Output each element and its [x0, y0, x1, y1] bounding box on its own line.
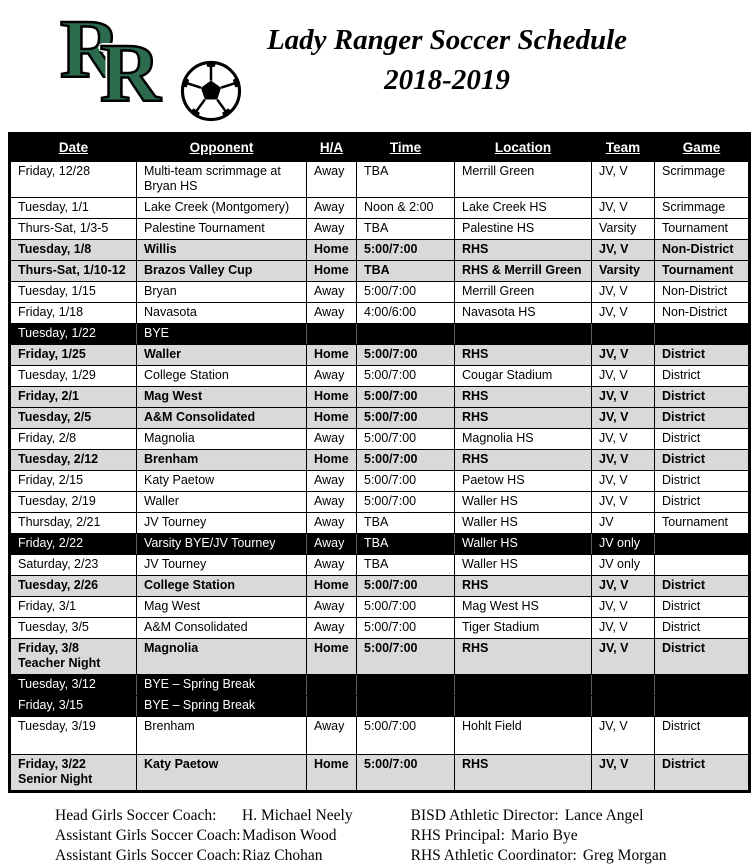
cell-date: Friday, 3/22 Senior Night — [10, 755, 137, 792]
header-ha: H/A — [307, 134, 357, 162]
soccer-ball-icon — [180, 60, 242, 122]
cell-time: Noon & 2:00 — [357, 198, 455, 219]
cell-opponent: Katy Paetow — [137, 755, 307, 792]
admin-line — [411, 806, 667, 826]
cell-opponent: A&M Consolidated — [137, 408, 307, 429]
cell-date: Tuesday, 1/15 — [10, 282, 137, 303]
cell-game: Tournament — [655, 261, 750, 282]
table-row — [10, 639, 750, 675]
cell-game: Scrimmage — [655, 198, 750, 219]
table-row — [10, 618, 750, 639]
cell-game — [655, 675, 750, 696]
cell-ha: Home — [307, 408, 357, 429]
cell-time: 5:00/7:00 — [357, 345, 455, 366]
cell-opponent: BYE – Spring Break — [137, 675, 307, 696]
cell-opponent: Mag West — [137, 387, 307, 408]
cell-ha: Away — [307, 618, 357, 639]
cell-time: 5:00/7:00 — [357, 282, 455, 303]
cell-date: Tuesday, 2/12 — [10, 450, 137, 471]
cell-date: Friday, 2/15 — [10, 471, 137, 492]
cell-ha: Away — [307, 717, 357, 755]
cell-team: JV, V — [592, 303, 655, 324]
cell-opponent: Brenham — [137, 717, 307, 755]
cell-game: District — [655, 755, 750, 792]
cell-ha: Away — [307, 162, 357, 198]
cell-date: Tuesday, 1/1 — [10, 198, 137, 219]
cell-game: District — [655, 366, 750, 387]
cell-game — [655, 696, 750, 717]
cell-game: District — [655, 597, 750, 618]
cell-location: RHS — [455, 345, 592, 366]
cell-game: District — [655, 717, 750, 755]
cell-location: RHS — [455, 387, 592, 408]
cell-time: 5:00/7:00 — [357, 429, 455, 450]
cell-location: Mag West HS — [455, 597, 592, 618]
header-game: Game — [655, 134, 750, 162]
cell-time: TBA — [357, 534, 455, 555]
table-row — [10, 345, 750, 366]
table-row — [10, 198, 750, 219]
cell-opponent: Brenham — [137, 450, 307, 471]
cell-game: District — [655, 450, 750, 471]
table-row — [10, 576, 750, 597]
cell-opponent: Magnolia — [137, 639, 307, 675]
cell-opponent: Mag West — [137, 597, 307, 618]
cell-team: JV — [592, 513, 655, 534]
cell-team: JV, V — [592, 387, 655, 408]
cell-location: Navasota HS — [455, 303, 592, 324]
cell-date: Thurs-Sat, 1/3-5 — [10, 219, 137, 240]
cell-team: JV only — [592, 534, 655, 555]
cell-date: Tuesday, 3/5 — [10, 618, 137, 639]
cell-location: RHS — [455, 450, 592, 471]
table-row — [10, 471, 750, 492]
cell-game: Non-District — [655, 303, 750, 324]
cell-ha: Home — [307, 240, 357, 261]
header-location: Location — [455, 134, 592, 162]
cell-location: RHS — [455, 576, 592, 597]
cell-date: Friday, 3/8 Teacher Night — [10, 639, 137, 675]
cell-time: 5:00/7:00 — [357, 492, 455, 513]
cell-date: Saturday, 2/23 — [10, 555, 137, 576]
cell-game: Tournament — [655, 513, 750, 534]
cell-ha: Home — [307, 576, 357, 597]
coach-label: Assistant Girls Soccer Coach: — [55, 827, 241, 845]
cell-location — [455, 324, 592, 345]
page-title — [238, 6, 756, 100]
admin-label: RHS Athletic Coordinator: — [410, 847, 577, 865]
cell-game: District — [655, 429, 750, 450]
cell-ha: Away — [307, 513, 357, 534]
cell-game: District — [655, 408, 750, 429]
header-opponent: Opponent — [137, 134, 307, 162]
cell-location: RHS — [455, 755, 592, 792]
table-row — [10, 450, 750, 471]
cell-game: District — [655, 618, 750, 639]
cell-date: Friday, 3/15 — [10, 696, 137, 717]
cell-time: 4:00/6:00 — [357, 303, 455, 324]
cell-game: Scrimmage — [655, 162, 750, 198]
cell-location: Merrill Green — [455, 282, 592, 303]
cell-ha: Home — [307, 345, 357, 366]
administration-block — [411, 806, 667, 866]
title-line-2: 2018-2019 — [384, 64, 510, 97]
cell-location: Merrill Green — [455, 162, 592, 198]
cell-team: JV, V — [592, 576, 655, 597]
table-row — [10, 513, 750, 534]
cell-location: Cougar Stadium — [455, 366, 592, 387]
cell-opponent: JV Tourney — [137, 513, 307, 534]
cell-location: Waller HS — [455, 534, 592, 555]
cell-time: 5:00/7:00 — [357, 240, 455, 261]
cell-opponent: College Station — [137, 366, 307, 387]
cell-ha: Home — [307, 639, 357, 675]
cell-location: RHS — [455, 240, 592, 261]
table-row — [10, 162, 750, 198]
cell-team: JV, V — [592, 366, 655, 387]
cell-opponent: JV Tourney — [137, 555, 307, 576]
cell-opponent: BYE — [137, 324, 307, 345]
cell-time: 5:00/7:00 — [357, 639, 455, 675]
cell-time: TBA — [357, 555, 455, 576]
cell-game: District — [655, 576, 750, 597]
cell-date: Friday, 1/25 — [10, 345, 137, 366]
cell-ha: Away — [307, 597, 357, 618]
table-row — [10, 696, 750, 717]
cell-ha: Away — [307, 534, 357, 555]
cell-team: JV, V — [592, 345, 655, 366]
cell-date: Tuesday, 2/19 — [10, 492, 137, 513]
coaches-block — [55, 806, 353, 866]
table-row — [10, 717, 750, 755]
cell-date: Tuesday, 1/22 — [10, 324, 137, 345]
coach-name: H. Michael Neely — [242, 807, 353, 825]
cell-team: JV, V — [592, 408, 655, 429]
cell-time: TBA — [357, 261, 455, 282]
cell-location: Hohlt Field — [455, 717, 592, 755]
table-row — [10, 555, 750, 576]
cell-game — [655, 324, 750, 345]
cell-time — [357, 324, 455, 345]
cell-team: JV, V — [592, 492, 655, 513]
cell-time: 5:00/7:00 — [357, 387, 455, 408]
table-row — [10, 303, 750, 324]
cell-date: Tuesday, 3/12 — [10, 675, 137, 696]
cell-date: Friday, 2/1 — [10, 387, 137, 408]
title-line-1: Lady Ranger Soccer Schedule — [266, 24, 628, 56]
cell-ha: Home — [307, 261, 357, 282]
logo-letter-r2: R — [100, 27, 161, 120]
cell-team: Varsity — [592, 261, 655, 282]
cell-team: JV, V — [592, 618, 655, 639]
table-row — [10, 675, 750, 696]
cell-team: Varsity — [592, 219, 655, 240]
cell-opponent: Palestine Tournament — [137, 219, 307, 240]
cell-time: 5:00/7:00 — [357, 450, 455, 471]
cell-opponent: Varsity BYE/JV Tourney — [137, 534, 307, 555]
cell-time: TBA — [357, 162, 455, 198]
cell-location: Tiger Stadium — [455, 618, 592, 639]
cell-opponent: A&M Consolidated — [137, 618, 307, 639]
cell-location: Lake Creek HS — [455, 198, 592, 219]
cell-team: JV, V — [592, 240, 655, 261]
admin-label: RHS Principal: — [410, 827, 505, 845]
cell-ha: Away — [307, 366, 357, 387]
cell-game: District — [655, 639, 750, 675]
cell-opponent: Waller — [137, 345, 307, 366]
cell-location — [455, 696, 592, 717]
cell-team: JV, V — [592, 450, 655, 471]
cell-location: RHS — [455, 408, 592, 429]
cell-time: 5:00/7:00 — [357, 408, 455, 429]
cell-ha: Away — [307, 198, 357, 219]
table-row — [10, 324, 750, 345]
cell-opponent: BYE – Spring Break — [137, 696, 307, 717]
cell-ha — [307, 324, 357, 345]
cell-time — [357, 675, 455, 696]
table-row — [10, 240, 750, 261]
table-row — [10, 366, 750, 387]
cell-team: JV, V — [592, 471, 655, 492]
cell-opponent: Brazos Valley Cup — [137, 261, 307, 282]
cell-ha — [307, 696, 357, 717]
cell-date: Thurs-Sat, 1/10-12 — [10, 261, 137, 282]
cell-opponent: Lake Creek (Montgomery) — [137, 198, 307, 219]
admin-line — [411, 826, 667, 846]
cell-ha: Away — [307, 219, 357, 240]
table-row — [10, 261, 750, 282]
header-row — [10, 134, 750, 162]
cell-time: 5:00/7:00 — [357, 471, 455, 492]
cell-opponent: Multi-team scrimmage at Bryan HS — [137, 162, 307, 198]
cell-team: JV, V — [592, 639, 655, 675]
cell-ha: Away — [307, 555, 357, 576]
cell-game: District — [655, 387, 750, 408]
cell-location: Waller HS — [455, 513, 592, 534]
coach-name: Riaz Chohan — [242, 847, 323, 865]
cell-date: Tuesday, 2/5 — [10, 408, 137, 429]
cell-team: JV, V — [592, 282, 655, 303]
cell-game: Non-District — [655, 240, 750, 261]
cell-team: JV, V — [592, 429, 655, 450]
cell-location: Waller HS — [455, 555, 592, 576]
schedule-table-body — [10, 162, 750, 792]
header-team: Team — [592, 134, 655, 162]
table-row — [10, 597, 750, 618]
table-row — [10, 429, 750, 450]
table-row — [10, 219, 750, 240]
cell-ha: Away — [307, 282, 357, 303]
cell-time: 5:00/7:00 — [357, 576, 455, 597]
table-row — [10, 282, 750, 303]
cell-opponent: Waller — [137, 492, 307, 513]
cell-time: 5:00/7:00 — [357, 597, 455, 618]
table-row — [10, 387, 750, 408]
cell-game: Non-District — [655, 282, 750, 303]
cell-time: 5:00/7:00 — [357, 366, 455, 387]
cell-time: 5:00/7:00 — [357, 618, 455, 639]
cell-ha: Home — [307, 450, 357, 471]
cell-team — [592, 324, 655, 345]
schedule-table — [8, 132, 751, 793]
cell-date: Friday, 1/18 — [10, 303, 137, 324]
cell-team: JV, V — [592, 597, 655, 618]
cell-time: TBA — [357, 513, 455, 534]
cell-date: Tuesday, 3/19 — [10, 717, 137, 755]
cell-date: Friday, 2/8 — [10, 429, 137, 450]
header-time: Time — [357, 134, 455, 162]
cell-time: TBA — [357, 219, 455, 240]
admin-line — [411, 846, 667, 866]
cell-location: Waller HS — [455, 492, 592, 513]
cell-team: JV, V — [592, 162, 655, 198]
cell-location: RHS — [455, 639, 592, 675]
cell-opponent: College Station — [137, 576, 307, 597]
cell-ha: Home — [307, 755, 357, 792]
admin-name: Greg Morgan — [582, 847, 667, 865]
cell-ha: Home — [307, 387, 357, 408]
cell-opponent: Willis — [137, 240, 307, 261]
cell-ha: Away — [307, 492, 357, 513]
cell-ha: Away — [307, 471, 357, 492]
cell-team — [592, 696, 655, 717]
cell-opponent: Navasota — [137, 303, 307, 324]
cell-ha — [307, 675, 357, 696]
cell-date: Friday, 2/22 — [10, 534, 137, 555]
cell-date: Tuesday, 2/26 — [10, 576, 137, 597]
cell-team: JV only — [592, 555, 655, 576]
cell-ha: Away — [307, 303, 357, 324]
admin-label: BISD Athletic Director: — [410, 807, 559, 825]
cell-opponent: Katy Paetow — [137, 471, 307, 492]
logo-letter-r1: R — [60, 3, 121, 96]
cell-location: RHS & Merrill Green — [455, 261, 592, 282]
cell-location: Magnolia HS — [455, 429, 592, 450]
cell-opponent: Magnolia — [137, 429, 307, 450]
cell-date: Friday, 12/28 — [10, 162, 137, 198]
table-row — [10, 534, 750, 555]
cell-location: Palestine HS — [455, 219, 592, 240]
cell-time: 5:00/7:00 — [357, 755, 455, 792]
cell-game — [655, 555, 750, 576]
cell-game: District — [655, 492, 750, 513]
cell-date: Tuesday, 1/8 — [10, 240, 137, 261]
page-header — [0, 0, 756, 130]
cell-opponent: Bryan — [137, 282, 307, 303]
cell-team — [592, 675, 655, 696]
header-date: Date — [10, 134, 137, 162]
coach-label: Assistant Girls Soccer Coach: — [55, 847, 241, 865]
cell-game — [655, 534, 750, 555]
cell-date: Friday, 3/1 — [10, 597, 137, 618]
table-row — [10, 755, 750, 792]
cell-date: Thursday, 2/21 — [10, 513, 137, 534]
cell-time — [357, 696, 455, 717]
cell-team: JV, V — [592, 717, 655, 755]
admin-name: Mario Bye — [510, 827, 578, 845]
coach-name: Madison Wood — [242, 827, 337, 845]
cell-game: District — [655, 471, 750, 492]
table-row — [10, 408, 750, 429]
cell-location: Paetow HS — [455, 471, 592, 492]
cell-game: Tournament — [655, 219, 750, 240]
cell-ha: Away — [307, 429, 357, 450]
page-footer — [55, 806, 756, 866]
table-row — [10, 492, 750, 513]
cell-team: JV, V — [592, 198, 655, 219]
cell-date: Tuesday, 1/29 — [10, 366, 137, 387]
admin-name: Lance Angel — [564, 807, 644, 825]
cell-time: 5:00/7:00 — [357, 717, 455, 755]
schedule-table-header — [10, 134, 750, 162]
school-logo — [58, 3, 238, 122]
cell-game: District — [655, 345, 750, 366]
cell-team: JV, V — [592, 755, 655, 792]
coach-label: Head Girls Soccer Coach: — [55, 807, 217, 825]
cell-location — [455, 675, 592, 696]
